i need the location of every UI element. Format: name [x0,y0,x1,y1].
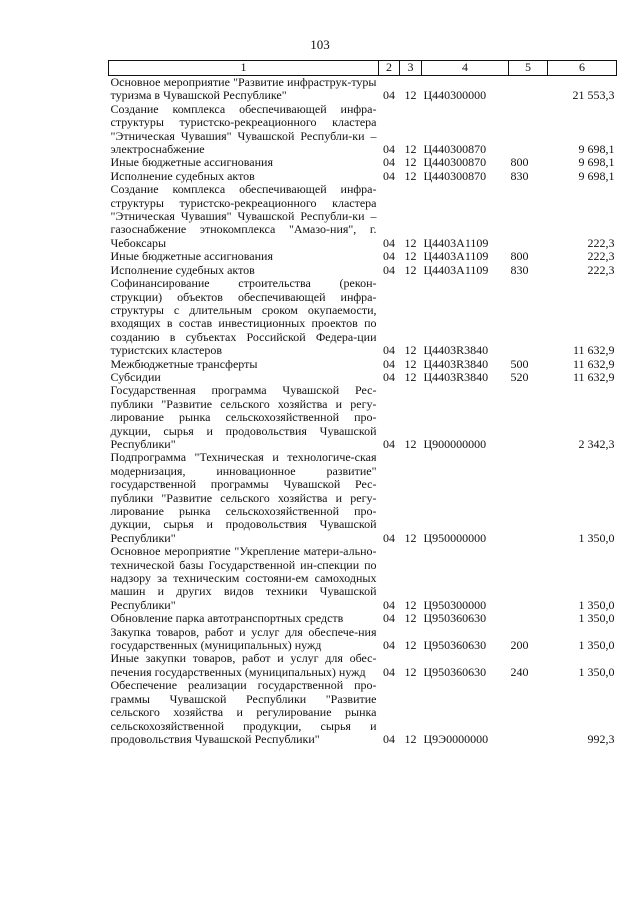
row-subsection: 12 [404,88,417,103]
row-amount: 9 698,1 [578,142,615,157]
table-row [109,384,617,451]
row-name: Подпрограмма "Техническая и технологиче-ская модернизация, инновационное развитие" государственной программы Чувашской Рес-публики "Развитие сельского хозяйства и регу-лирование рынка сельскохозяйственной про-дукции, сырья и продовольствия Чувашской Республики" [110,450,377,545]
row-name: Основное мероприятие "Укрепление матери-ально-технической базы Государственной ин-спекции по надзору за техническим состояни-ем самоходных машин и других видов техники Чувашской Республики" [110,544,377,612]
table-row [109,183,617,250]
table-row [109,277,617,357]
row-expense-type [509,103,548,157]
row-subsection: 12 [404,436,417,451]
row-name: Исполнение судебных актов [110,262,255,277]
row-amount: 1 350,0 [578,611,615,626]
row-name: Создание комплекса обеспечивающей инфра-структуры туристско-рекреационного кластера "Этническая Чувашия" Чувашской Республи-ки – газоснабжение этнокомплекса "Амазо-ния", г. Чебоксары [110,182,377,250]
header-col-3: 3 [400,61,422,76]
table-row [109,451,617,545]
table-row [109,264,617,277]
header-col-2: 2 [379,61,400,76]
row-section: 04 [383,664,395,679]
row-name: Обеспечение реализации государственной про-граммы Чувашской Республики "Развитие сельского хозяйства и регулирование рынка сельскохозяйственной продукции, сырья и продовольствия Чувашской Республики" [110,678,377,746]
table-row [109,103,617,157]
row-target-code: Ц4403R3840 [423,356,489,371]
row-expense-type: 500 [510,356,529,371]
row-amount: 1 350,0 [578,638,615,653]
table-row [109,76,617,103]
row-expense-type: 830 [510,168,529,183]
row-amount: 11 632,9 [572,369,615,384]
row-target-code: Ц440300870 [423,168,487,183]
row-amount: 9 698,1 [578,155,615,170]
row-subsection: 12 [404,343,417,358]
table-body [109,76,617,747]
row-subsection: 12 [404,235,417,250]
row-expense-type [509,679,548,746]
row-section: 04 [383,638,395,653]
row-amount: 1 350,0 [578,664,615,679]
row-subsection: 12 [404,731,417,746]
row-section: 04 [383,436,395,451]
table-row [109,626,617,653]
row-name: Софинансирование строительства (рекон-струкции) объектов обеспечивающей инфра-структуры с длительным сроком окупаемости, входящих в состав инвестиционных проектов по созданию в субъектах Российской Федера-ции туристских кластеров [110,276,377,358]
row-amount: 1 350,0 [578,597,615,612]
header-col-6: 6 [548,61,617,76]
row-section: 04 [383,88,395,103]
table-row [109,679,617,746]
row-name: Иные бюджетные ассигнования [110,155,273,170]
row-name: Межбюджетные трансферты [110,356,258,371]
row-target-code: Ц440300870 [423,142,487,157]
row-target-code: Ц950360630 [423,638,487,653]
row-section: 04 [383,611,395,626]
row-expense-type: 800 [510,155,529,170]
row-amount: 222,3 [587,235,615,250]
row-expense-type [509,183,548,250]
row-target-code: Ц900000000 [423,436,487,451]
row-section: 04 [383,155,395,170]
table-row [109,612,617,625]
row-expense-type: 200 [510,638,529,653]
budget-table [108,60,617,746]
row-name: Создание комплекса обеспечивающей инфра-структуры туристско-рекреационного кластера "Этническая Чувашия" Чувашской Республи-ки – электроснабжение [110,101,377,157]
row-section: 04 [383,369,395,384]
row-target-code: Ц950000000 [423,530,487,545]
row-target-code: Ц440300000 [423,88,487,103]
row-section: 04 [383,262,395,277]
row-name: Иные бюджетные ассигнования [110,249,273,264]
row-amount: 222,3 [587,262,615,277]
row-amount: 11 632,9 [572,356,615,371]
row-expense-type [509,545,548,612]
row-subsection: 12 [404,369,417,384]
row-target-code: Ц4403А1109 [423,235,489,250]
row-section: 04 [383,356,395,371]
row-amount: 222,3 [587,249,615,264]
row-name: Государственная программа Чувашской Рес-публики "Развитие сельского хозяйства и регу-лирование рынка сельскохозяйственной про-дукции, сырья и продовольствия Чувашской Республики" [110,383,377,451]
row-subsection: 12 [404,356,417,371]
row-amount: 1 350,0 [578,530,615,545]
row-subsection: 12 [404,611,417,626]
table-row [109,170,617,183]
row-subsection: 12 [404,597,417,612]
table-row [109,358,617,371]
row-target-code: Ц950360630 [423,664,487,679]
row-amount: 11 632,9 [572,343,615,358]
row-section: 04 [383,168,395,183]
row-name: Исполнение судебных актов [110,168,255,183]
table-header [109,61,617,76]
row-target-code: Ц9Э0000000 [423,731,489,746]
page-number: 103 [310,37,330,52]
row-amount: 9 698,1 [578,168,615,183]
table-row [109,371,617,384]
row-amount: 21 553,3 [572,88,615,103]
row-section: 04 [383,235,395,250]
row-target-code: Ц950300000 [423,597,487,612]
header-col-4: 4 [422,61,509,76]
row-expense-type [509,277,548,357]
row-expense-type [509,76,548,103]
row-expense-type: 520 [510,369,529,384]
row-expense-type [509,384,548,451]
row-name: Иные закупки товаров, работ и услуг для обес-печения государственных (муниципальных) нужд [110,651,377,679]
row-section: 04 [383,597,395,612]
row-section: 04 [383,142,395,157]
row-subsection: 12 [404,249,417,264]
row-subsection: 12 [404,142,417,157]
row-expense-type [509,612,548,625]
row-amount: 992,3 [587,731,615,746]
row-section: 04 [383,343,395,358]
row-name: Основное мероприятие "Развитие инфраструк-туры туризма в Чувашской Республике" [110,75,377,103]
row-target-code: Ц440300870 [423,155,487,170]
row-target-code: Ц4403R3840 [423,369,489,384]
row-section: 04 [383,249,395,264]
row-name: Субсидии [110,369,161,384]
row-name: Закупка товаров, работ и услуг для обеспече-ния государственных (муниципальных) нужд [110,624,377,653]
table-row [109,250,617,263]
table-row [109,156,617,169]
row-subsection: 12 [404,155,417,170]
row-expense-type: 800 [510,249,529,264]
row-subsection: 12 [404,168,417,183]
header-col-1: 1 [109,61,379,76]
row-subsection: 12 [404,530,417,545]
row-subsection: 12 [404,262,417,277]
row-name: Обновление парка автотранспортных средств [110,611,344,626]
row-subsection: 12 [404,638,417,653]
row-target-code: Ц950360630 [423,611,487,626]
row-target-code: Ц4403R3840 [423,343,489,358]
row-expense-type: 830 [510,262,529,277]
row-section: 04 [383,530,395,545]
row-target-code: Ц4403А1109 [423,249,489,264]
table-row [109,652,617,679]
row-section: 04 [383,731,395,746]
header-col-5: 5 [509,61,548,76]
row-target-code: Ц4403А1109 [423,262,489,277]
row-subsection: 12 [404,664,417,679]
table-row [109,545,617,612]
row-expense-type [509,451,548,545]
row-amount: 2 342,3 [578,436,615,451]
row-expense-type: 240 [510,664,529,679]
